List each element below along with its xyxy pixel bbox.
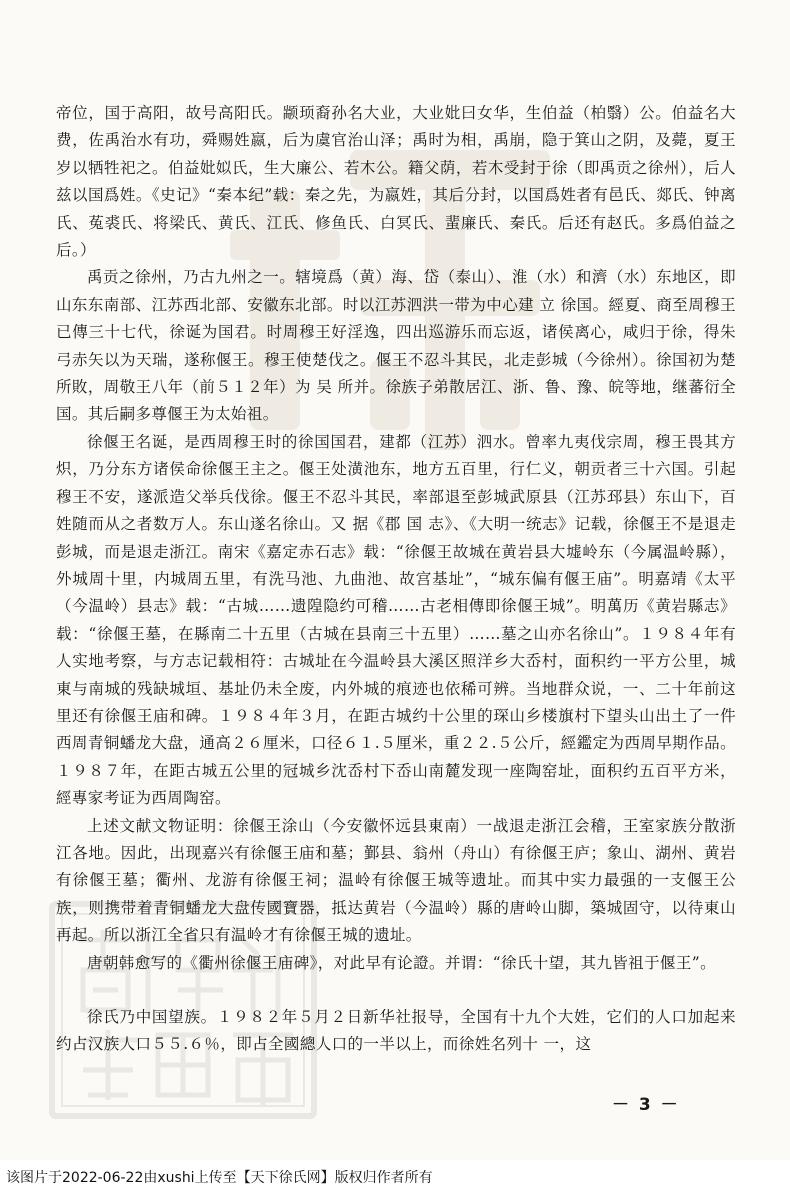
paragraph: 禹贡之徐州，乃古九州之一。辖境爲（黄）海、岱（泰山）、淮（水）和濟（水）东地区，即山东东南部、江苏西北部、安徽东北部。时以江苏泗洪一带为中心建 立 徐国。經夏、商至周穆王已傳三十七代，徐诞为国君。时周穆王好淫逸，四出巡游乐而忘返，诸侯离心，咸归于徐，得朱弓赤矢以为天瑞，遂称偃王。穆王使楚伐之。偃王不忍斗其民，北走彭城（今徐州）。徐国初为楚所敗，周敬王八年（前５１２年）为 吴 所并。徐族子弟散居江、浙、鲁、豫、皖等地，继蕃衍全国。其后嗣多尊偃王为太始祖。 [56, 268, 736, 424]
paragraph: 徐偃王名诞，是西周穆王时的徐国国君，建都（江苏）泗水。曾率九夷伐宗周，穆王畏其方炽，乃分东方诸侯命徐偃王主之。偃王处潢池东，地方五百里，行仁义，朝贡者三十六国。引起穆王不安，遂派造父举兵伐徐。偃王不忍斗其民，率部退至彭城武原县（江苏邳县）东山下，百姓随而从之者数万人。东山遂名徐山。又 据《郡 国 志》、《大明一统志》记载，徐偃王不是退走彭城，而是退走浙江。南宋《嘉定赤石志》载：“徐偃王故城在黄岩县大墟岭东（今属温岭縣），外城周十里，内城周五里，有洗马池、九曲池、故宫基址”，“城东偏有偃王庙”。明嘉靖《太平（今温岭）县志》载：“古城……遗隍隐约可稽……古老相傳即徐偃王城”。明萬历《黄岩縣志》载：“徐偃王墓，在縣南二十五里（古城在县南三十五里）……墓之山亦名徐山”。１９８４年有人实地考察，与方志记载相符：古城址在今温岭县大溪区照洋乡大岙村，面积约一平方公里，城東与南城的残缺城垣、基址仍未全废，内外城的痕迹也依稀可辨。当地群众说，一、二十年前这里还有徐偃王庙和碑。１９８４年３月，在距古城约十公里的琛山乡楼旗村下望头山出土了一件西周青铜蟠龙大盘，通高２６厘米，口径６１.５厘米，重２２.５公斤，經鑑定为西周早期作品。１９８７年，在距古城五公里的冠城乡沈岙村下岙山南麓发现一座陶窑址，面积约五百平方米，經專家考证为西周陶窑。 [56, 432, 736, 808]
body-text [56, 100, 736, 1059]
paragraph: 上述文献文物证明：徐偃王涂山（今安徽怀远县東南）一战退走浙江会稽，王室家族分散浙江各地。因此，出现嘉兴有徐偃王庙和墓；鄞县、翁州（舟山）有徐偃王庐；象山、湖州、黄岩有徐偃王墓；衢州、龙游有徐偃王祠；温岭有徐偃王城等遗址。而其中实力最强的一支偃王公族，则携带着青铜蟠龙大盘传國寶器，抵达黄岩（今温岭）縣的唐岭山脚，築城固守，以待東山再起。所以浙江全省只有温岭才有徐偃王城的遗址。 [56, 816, 736, 945]
page-number: － 3 － [612, 1095, 680, 1115]
paragraph: 帝位，国于高阳，故号高阳氏。颛顼裔孙名大业，大业妣曰女华，生伯益（柏翳）公。伯益名大费，佐禹治水有功，舜赐姓嬴，后为虞官治山泽；禹时为相，禹崩，隐于箕山之阴，及薨，夏王岁以牺牲祀之。伯益妣姒氏，生大廉公、若木公。籍父荫，若木受封于徐（即禹贡之徐州），后人兹以国爲姓。《史记》“秦本纪”载：秦之先，为嬴姓，其后分封，以国爲姓者有邑氏、郯氏、钟离氏、菟裘氏、将梁氏、黄氏、江氏、修鱼氏、白冥氏、蜚廉氏、秦氏。后还有赵氏。多爲伯益之后。） [56, 104, 736, 260]
upload-footer [0, 1160, 790, 1192]
paragraph: 唐朝韩愈写的《衢州徐偃王庙碑》，对此早有论證。并谓：“徐氏十望，其九皆祖于偃王”。 [87, 953, 717, 972]
copyright-notice: 该图片于2022-06-22由xushi上传至【天下徐氏网】版权归作者所有 [6, 1170, 433, 1186]
paragraph: 徐氏乃中国望族。１９８２年５月２日新华社报导，全国有十九个大姓，它们的人口加起来约占汉族人口５５.６％，即占全國總人口的一半以上，而徐姓名列十 一，这 [56, 1008, 736, 1054]
